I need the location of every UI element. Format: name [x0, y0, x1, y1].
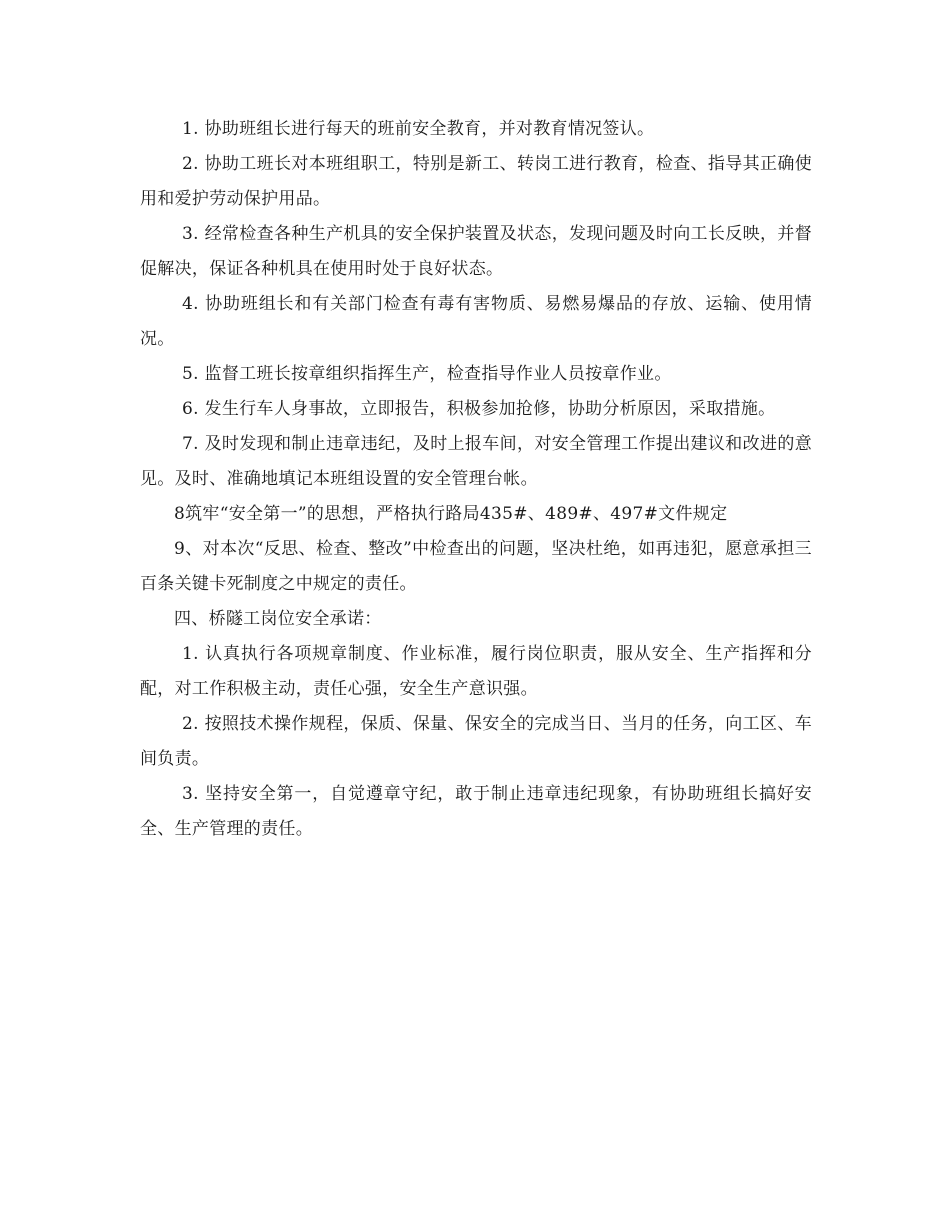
paragraph-duty-1: 1. 协助班组长进行每天的班前安全教育，并对教育情况签认。	[182, 119, 655, 139]
paragraph-duty-7: 7. 及时发现和制止违章违纪，及时上报车间，对安全管理工作提出建议和改进的意见。及时、准确地填记本班组设置的安全管理台帐。	[140, 434, 812, 489]
paragraph-pledge-2: 2. 按照技术操作规程，保质、保量、保安全的完成当日、当月的任务，向工区、车间负责。	[140, 714, 812, 769]
paragraph-pledge-1: 1. 认真执行各项规章制度、作业标准，履行岗位职责，服从安全、生产指挥和分配，对工作积极主动，责任心强，安全生产意识强。	[140, 644, 812, 699]
paragraph-duty-3: 3. 经常检查各种生产机具的安全保护装置及状态，发现问题及时向工长反映，并督促解决，保证各种机具在使用时处于良好状态。	[140, 224, 812, 279]
section-heading-bridge-tunnel: 四、桥隧工岗位安全承诺：	[174, 609, 382, 629]
paragraph-pledge-3: 3. 坚持安全第一，自觉遵章守纪，敢于制止违章违纪现象，有协助班组长搞好安全、生产管理的责任。	[140, 784, 812, 839]
paragraph-duty-6: 6. 发生行车人身事故，立即报告，积极参加抢修，协助分析原因，采取措施。	[182, 399, 776, 419]
paragraph-duty-4: 4. 协助班组长和有关部门检查有毒有害物质、易燃易爆品的存放、运输、使用情况。	[140, 294, 812, 349]
paragraph-duty-9: 9、对本次“反思、检查、整改”中检查出的问题，坚决杜绝，如再违犯，愿意承担三百条关键卡死制度之中规定的责任。	[140, 539, 812, 594]
paragraph-duty-8: 8筑牢“安全第一”的思想，严格执行路局435#、489#、497#文件规定	[174, 504, 728, 524]
document-body	[140, 112, 812, 847]
paragraph-duty-5: 5. 监督工班长按章组织指挥生产，检查指导作业人员按章作业。	[182, 364, 672, 384]
paragraph-duty-2: 2. 协助工班长对本班组职工，特别是新工、转岗工进行教育，检查、指导其正确使用和爱护劳动保护用品。	[140, 154, 812, 209]
